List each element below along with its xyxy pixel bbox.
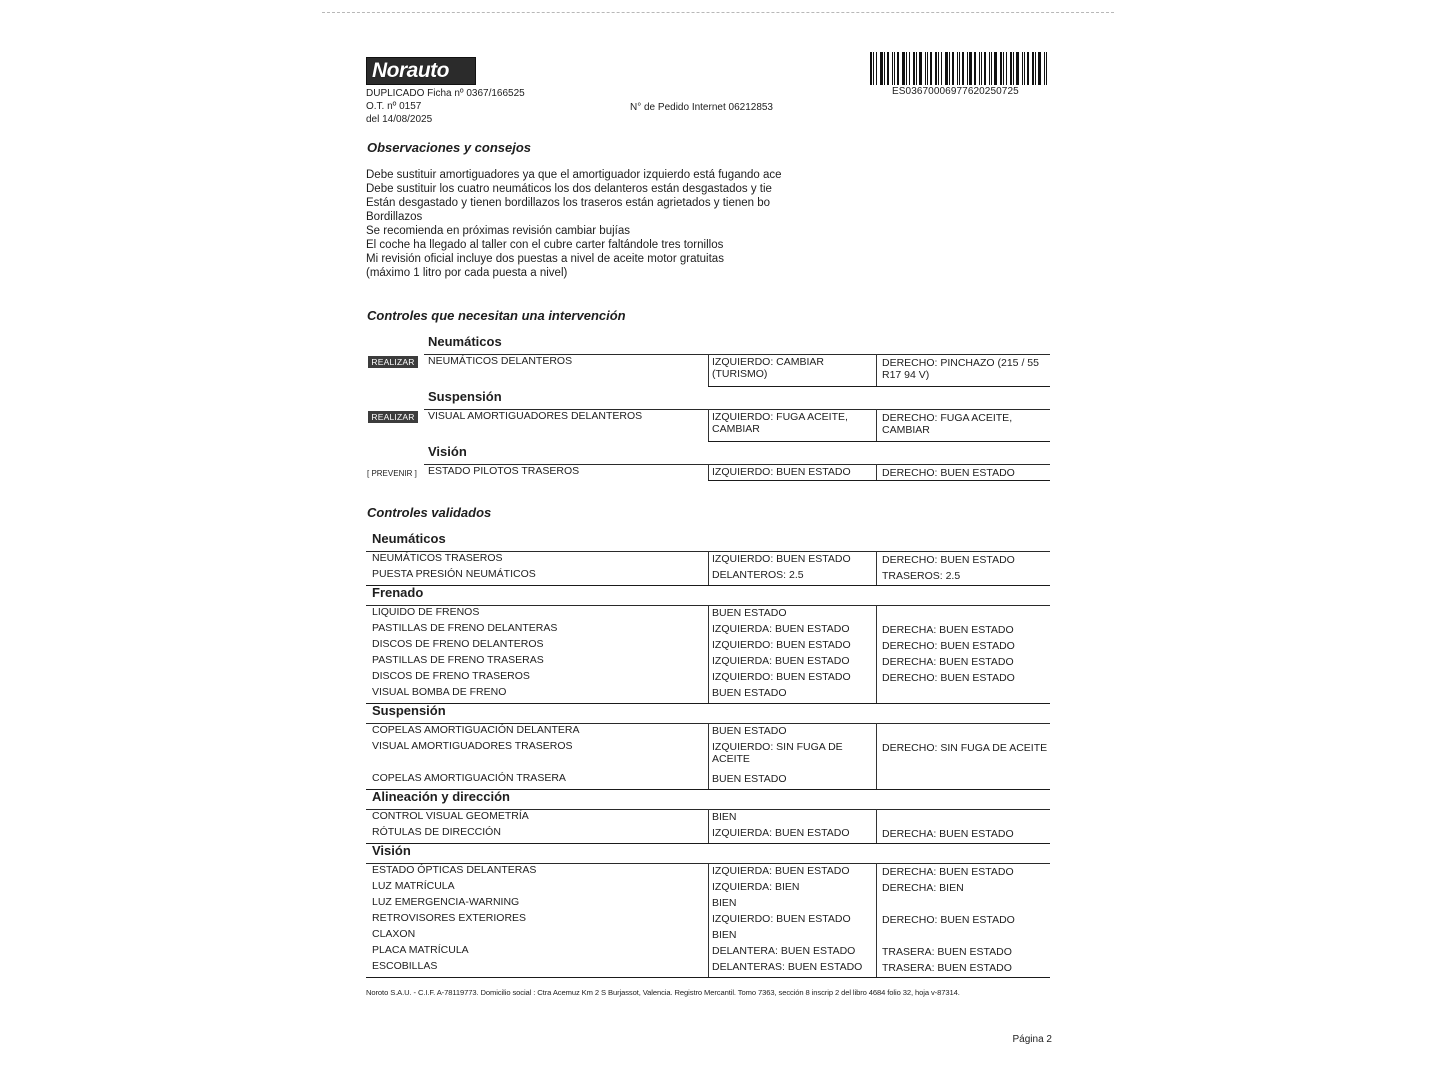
- column-divider: [708, 354, 709, 386]
- column-divider: [708, 723, 709, 789]
- left-status: BUEN ESTADO: [712, 725, 787, 737]
- group-bottom-rule: [366, 843, 1050, 844]
- left-status: IZQUIERDO: BUEN ESTADO: [712, 671, 851, 683]
- left-status: DELANTERAS: BUEN ESTADO: [712, 961, 863, 973]
- right-status: DERECHO: SIN FUGA DE ACEITE: [882, 742, 1048, 754]
- column-divider: [876, 605, 877, 703]
- validated-item: PASTILLAS DE FRENO TRASERAS: [372, 654, 544, 666]
- column-divider: [708, 551, 709, 585]
- row-bottom-rule: [708, 480, 1050, 481]
- ot-number: O.T. nº 0157: [366, 101, 422, 112]
- left-status: IZQUIERDO: BUEN ESTADO: [712, 553, 851, 565]
- column-divider: [876, 863, 877, 977]
- intervention-item: VISUAL AMORTIGUADORES DELANTEROS: [428, 410, 643, 422]
- validated-item: LUZ EMERGENCIA-WARNING: [372, 896, 520, 908]
- observation-line: (máximo 1 litro por cada puesta a nivel): [366, 267, 568, 279]
- left-status: BIEN: [712, 897, 737, 909]
- observations-title: Observaciones y consejos: [367, 140, 532, 155]
- left-status: IZQUIERDA: BUEN ESTADO: [712, 865, 850, 877]
- group-bottom-rule: [366, 585, 1050, 586]
- validated-item: ESCOBILLAS: [372, 960, 438, 972]
- validated-item: RÓTULAS DE DIRECCIÓN: [372, 826, 501, 838]
- document-date: del 14/08/2025: [366, 114, 433, 125]
- left-status: IZQUIERDO: BUEN ESTADO: [712, 639, 851, 651]
- validated-item: DISCOS DE FRENO TRASEROS: [372, 670, 530, 682]
- scan-top-edge: [322, 12, 1114, 13]
- left-status: IZQUIERDO: CAMBIAR (TURISMO): [712, 356, 825, 380]
- left-status: IZQUIERDA: BUEN ESTADO: [712, 623, 850, 635]
- row-bottom-rule: [708, 441, 1050, 442]
- validated-item: CLAXON: [372, 928, 416, 940]
- left-status: BIEN: [712, 929, 737, 941]
- intervention-item: ESTADO PILOTOS TRASEROS: [428, 465, 580, 477]
- validated-item: DISCOS DE FRENO DELANTEROS: [372, 638, 544, 650]
- column-divider: [876, 551, 877, 585]
- validated-item: COPELAS AMORTIGUACIÓN TRASERA: [372, 772, 566, 784]
- realizar-badge: REALIZAR: [368, 411, 418, 423]
- observation-line: El coche ha llegado al taller con el cubre carter faltándole tres tornillos: [366, 239, 724, 251]
- group-bottom-rule: [366, 977, 1050, 978]
- ficha-number: DUPLICADO Ficha nº 0367/166525: [366, 88, 525, 99]
- right-status: DERECHA: BUEN ESTADO: [882, 828, 1014, 840]
- right-status: TRASERA: BUEN ESTADO: [882, 962, 1012, 974]
- page-number: Página 2: [1012, 1034, 1052, 1045]
- left-status: IZQUIERDA: BIEN: [712, 881, 800, 893]
- observation-line: Se recomienda en próximas revisión cambiar bujías: [366, 225, 630, 237]
- intervention-group-title: Neumáticos: [428, 334, 502, 349]
- right-status: DERECHA: BIEN: [882, 882, 964, 894]
- left-status: IZQUIERDO: BUEN ESTADO: [712, 913, 851, 925]
- left-status: BUEN ESTADO: [712, 687, 787, 699]
- left-status: IZQUIERDA: BUEN ESTADO: [712, 827, 850, 839]
- validated-item: LUZ MATRÍCULA: [372, 880, 455, 892]
- validated-item: NEUMÁTICOS TRASEROS: [372, 552, 503, 564]
- column-divider: [876, 409, 877, 441]
- column-divider: [876, 809, 877, 843]
- left-status: BUEN ESTADO: [712, 773, 787, 785]
- observation-line: Bordillazos: [366, 211, 423, 223]
- right-status: DERECHA: BUEN ESTADO: [882, 624, 1014, 636]
- validated-group-title: Frenado: [372, 585, 424, 600]
- right-status: DERECHO: BUEN ESTADO: [882, 467, 1015, 479]
- validated-item: CONTROL VISUAL GEOMETRÍA: [372, 810, 529, 822]
- column-divider: [708, 809, 709, 843]
- column-divider: [708, 464, 709, 480]
- intervention-item: NEUMÁTICOS DELANTEROS: [428, 355, 573, 367]
- interventions-title: Controles que necesitan una intervención: [367, 308, 626, 323]
- validated-group-title: Alineación y dirección: [372, 789, 510, 804]
- column-divider: [876, 354, 877, 386]
- left-status: IZQUIERDO: BUEN ESTADO: [712, 466, 851, 478]
- validated-item: COPELAS AMORTIGUACIÓN DELANTERA: [372, 724, 580, 736]
- column-divider: [876, 723, 877, 789]
- observation-line: Mi revisión oficial incluye dos puestas a nivel de aceite motor gratuitas: [366, 253, 724, 265]
- right-status: DERECHO: PINCHAZO (215 / 55 R17 94 V): [882, 357, 1039, 381]
- validated-group-title: Suspensión: [372, 703, 446, 718]
- intervention-group-title: Suspensión: [428, 389, 502, 404]
- barcode-number: ES0367000697762025072​5: [892, 86, 1019, 97]
- left-status: IZQUIERDO: FUGA ACEITE, CAMBIAR: [712, 411, 848, 435]
- right-status: DERECHO: BUEN ESTADO: [882, 914, 1015, 926]
- right-status: DERECHA: BUEN ESTADO: [882, 656, 1014, 668]
- left-status: BIEN: [712, 811, 737, 823]
- validated-item: VISUAL BOMBA DE FRENO: [372, 686, 507, 698]
- barcode-image: [870, 52, 1050, 85]
- right-status: DERECHA: BUEN ESTADO: [882, 866, 1014, 878]
- norauto-logo: Norauto: [366, 57, 476, 85]
- right-status: TRASERA: BUEN ESTADO: [882, 946, 1012, 958]
- left-status: BUEN ESTADO: [712, 607, 787, 619]
- right-status: DERECHO: BUEN ESTADO: [882, 672, 1015, 684]
- left-status: IZQUIERDO: SIN FUGA DE ACEITE: [712, 741, 843, 765]
- column-divider: [708, 863, 709, 977]
- validated-group-title: Neumáticos: [372, 531, 446, 546]
- validated-group-title: Visión: [372, 843, 411, 858]
- right-status: DERECHO: BUEN ESTADO: [882, 554, 1015, 566]
- validated-item: PASTILLAS DE FRENO DELANTERAS: [372, 622, 558, 634]
- realizar-badge: REALIZAR: [368, 356, 418, 368]
- row-bottom-rule: [708, 386, 1050, 387]
- validated-item: RETROVISORES EXTERIORES: [372, 912, 527, 924]
- internet-order-number: N° de Pedido Internet 06212853: [630, 102, 773, 113]
- left-status: DELANTEROS: 2.5: [712, 569, 804, 581]
- validated-item: LIQUIDO DE FRENOS: [372, 606, 480, 618]
- column-divider: [708, 409, 709, 441]
- left-status: IZQUIERDA: BUEN ESTADO: [712, 655, 850, 667]
- validated-item: ESTADO ÓPTICAS DELANTERAS: [372, 864, 537, 876]
- column-divider: [708, 605, 709, 703]
- validated-title: Controles validados: [367, 505, 492, 520]
- observations-text: [366, 168, 782, 280]
- prevenir-badge: [ PREVENIR ]: [367, 469, 417, 478]
- intervention-group-title: Visión: [428, 444, 467, 459]
- observation-line: Debe sustituir amortiguadores ya que el amortiguador izquierdo está fugando ace: [366, 169, 782, 181]
- validated-item: PUESTA PRESIÓN NEUMÁTICOS: [372, 568, 536, 580]
- observation-line: Debe sustituir los cuatro neumáticos los dos delanteros están desgastados y tie: [366, 183, 772, 195]
- validated-item: VISUAL AMORTIGUADORES TRASEROS: [372, 740, 573, 752]
- legal-footer: Noroto S.A.U. - C.I.F. A-78119773. Domicilio social : Ctra Acemuz Km 2 S Burjassot, Valencia. Registro Mercantil. Tomo 7363, sección 8 inscrip 2 del libro 4684 folio 32, hoja v-87314.: [366, 988, 960, 997]
- right-status: DERECHO: FUGA ACEITE, CAMBIAR: [882, 412, 1013, 436]
- validated-item: PLACA MATRÍCULA: [372, 944, 469, 956]
- group-bottom-rule: [366, 703, 1050, 704]
- right-status: DERECHO: BUEN ESTADO: [882, 640, 1015, 652]
- left-status: DELANTERA: BUEN ESTADO: [712, 945, 856, 957]
- right-status: TRASEROS: 2.5: [882, 570, 961, 582]
- observation-line: Están desgastado y tienen bordillazos los traseros están agrietados y tienen bo: [366, 197, 771, 209]
- column-divider: [876, 464, 877, 480]
